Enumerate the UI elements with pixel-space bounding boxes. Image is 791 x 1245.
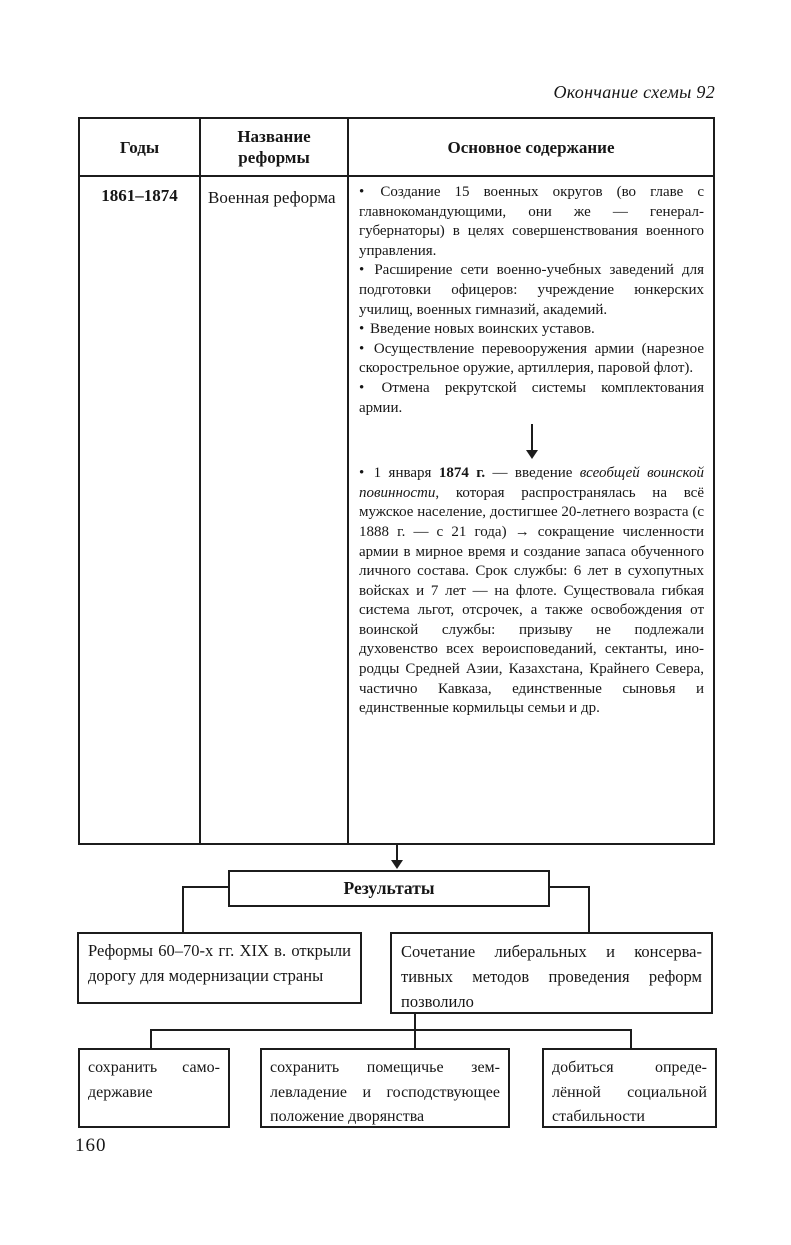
outcome-box-landownership: сохранить помещичье землевладение и господствующее положение дворянства [260, 1048, 510, 1128]
bullet-marker: • [359, 340, 372, 357]
connector-right-horizontal [550, 886, 590, 888]
content-text-segment: всеобщей воинской повинности [359, 465, 704, 501]
content-bullet: • Введение новых воинских уставов. [359, 321, 595, 338]
reform-table [78, 117, 715, 845]
bullet-marker: • [359, 465, 372, 482]
connector-drop-left [150, 1029, 152, 1048]
outcome-box-autocracy: сохранить самодержавие [78, 1048, 230, 1128]
down-arrow-icon [359, 424, 704, 459]
connector-right-vertical [588, 886, 590, 932]
content-bullet-list [359, 183, 704, 418]
column-header-reform-name-label: Название реформы [237, 127, 311, 167]
results-box: Результаты [228, 870, 550, 907]
result-box-modernization: Реформы 60–70-х гг. XIX в. открыли дорогу для модернизации страны [77, 932, 362, 1004]
column-header-years [80, 119, 201, 177]
connector-left-vertical [182, 886, 184, 932]
content-text-segment: 1874 г. [438, 465, 486, 482]
bullet-marker: • [359, 262, 373, 279]
table-to-results-arrow-icon [390, 845, 403, 869]
connector-left-horizontal [182, 886, 228, 888]
column-header-content [349, 119, 713, 177]
connector-distributor-horizontal [150, 1029, 632, 1031]
content-bullet: • Отмена рекрутской системы комплектования армии. [359, 379, 704, 416]
content-text-segment: 1 января [373, 465, 439, 482]
bullet-marker: • [359, 379, 380, 396]
content-bullet [359, 464, 704, 719]
reform-name-cell: Военная реформа [201, 177, 349, 843]
result-box-methods: Сочетание либеральных и консервативных методов проведения реформ позволило [390, 932, 713, 1014]
content-text-segment: — введение [485, 465, 580, 482]
column-header-years-label: Годы [119, 137, 160, 157]
content-bullet: • Расширение сети военно-учебных заведений для подготовки офицеров: учреждение юнкерских училищ, военных гимназий, академий. [359, 262, 704, 318]
connector-drop-right [630, 1029, 632, 1048]
column-header-content-label: Основное содержание [447, 137, 615, 157]
connector-center-vertical [414, 1014, 416, 1048]
column-header-reform-name [201, 119, 349, 177]
bullet-marker: • [359, 184, 379, 200]
scheme-continuation-note: Окончание схемы 92 [553, 82, 715, 102]
content-bullet: • Осуществление перевооружения армии (нарезное скорострельное оружие, артиллерия, паровой флот). [359, 340, 704, 377]
years-cell: 1861–1874 [80, 177, 201, 843]
page-number: 160 [75, 1135, 107, 1156]
content-text-segment: , которая распространялась на всё мужское население, достигшее 20-летнего возраста (с 1888 г. — с 21 года) → сокращение численности армии в мирное время и создание запаса обученного личного состава. Срок службы: 6 лет в сухопутных войсках и 7 лет — на флоте. Существовала гибкая система льгот, отсрочек, а также освобождения от воинской службы: призыву не подлежали духовенство всех вероисповеданий, сектанты, инородцы Средней Азии, Казахстана, Крайнего Севера, частично Кавказа, единственные сыновья и единственные кормильцы семьи и др. [359, 484, 704, 717]
content-cell [349, 177, 713, 843]
bullet-marker: • [359, 321, 369, 338]
content-bullet: • Создание 15 военных округов (во главе с главнокомандующими, они же — генерал-губернаторы) в целях совершенствования военного управления. [359, 184, 704, 259]
outcome-box-stability: добиться определённой социальной стабильности [542, 1048, 717, 1128]
